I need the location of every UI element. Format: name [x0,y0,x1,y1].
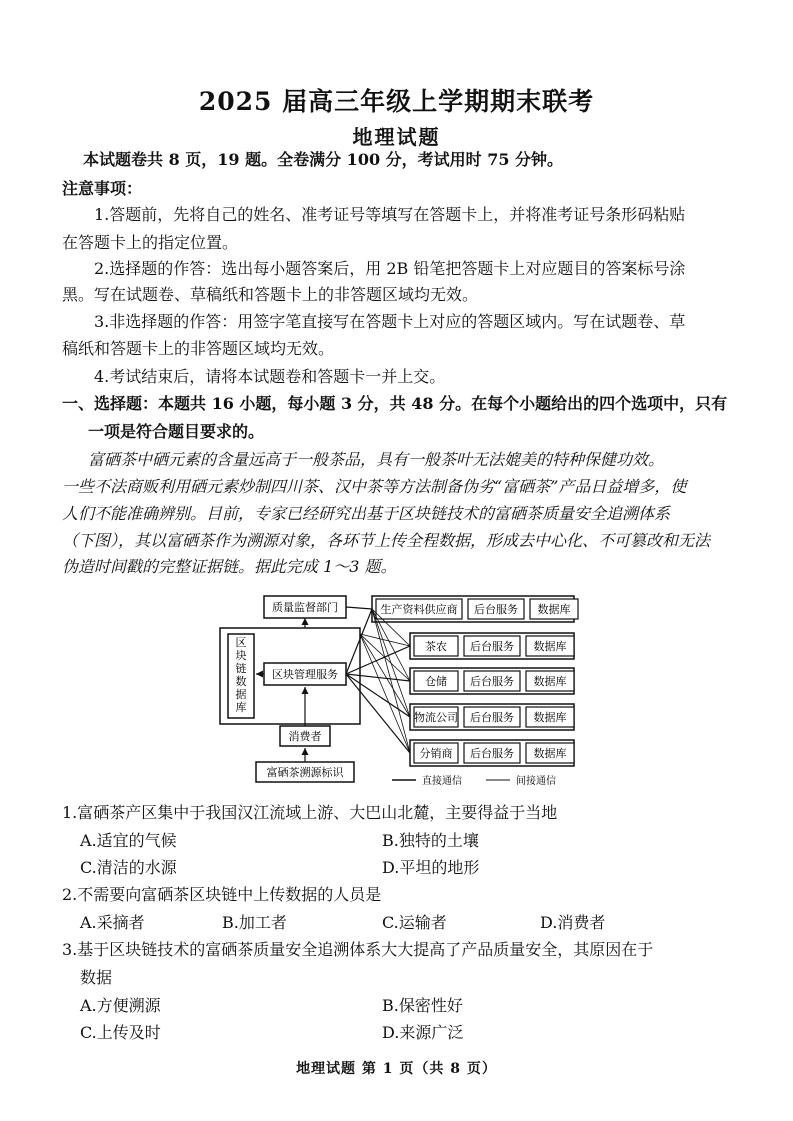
indirect-link-3 [372,609,410,753]
regulator-label: 质量监督部门 [272,601,338,614]
note-1-line-2: 在答题卡上的指定位置。 [62,233,239,252]
note-2-line-2: 黑。写在试题卷、草稿纸和答题卡上的非答题区域均无效。 [62,285,479,304]
exam-title: 2025 届高三年级上学期期末联考 [198,87,595,116]
notes-heading: 注意事项： [62,179,143,198]
note-3-line-2: 稿纸和答题卡上的非答题区域均无效。 [62,339,335,358]
row-svc-4: 后台服务 [470,747,514,760]
regulator-link [346,607,372,609]
legend-direct: 直接通信 [422,776,462,787]
row-name-3: 物流公司 [414,711,458,724]
row-name-1: 茶农 [425,640,447,653]
blockchain-db-label: 区块链数据库 [235,636,247,714]
direct-link-4 [346,674,410,753]
q2-option-b: B.加工者 [222,913,287,932]
passage-line-4: （下图），其以富硒茶作为溯源对象，各环节上传全程数据，形成去中心化、不可篡改和无法 [62,531,711,550]
note-4: 4.考试结束后，请将本试题卷和答题卡一并上交。 [94,367,446,386]
row-db-0: 数据库 [537,603,571,616]
q2-option-d: D.消费者 [540,913,606,932]
legend-indirect: 间接通信 [516,776,556,787]
row-name-0: 生产资料供应商 [380,603,458,616]
q3-option-a: A.方便溯源 [80,996,161,1015]
indirect-link-b-3 [360,634,410,753]
q1-option-b: B.独特的土壤 [382,831,479,850]
question-1-stem: 1.富硒茶产区集中于我国汉江流域上游、大巴山北麓，主要得益于当地 [62,803,558,822]
row-name-4: 分销商 [419,747,453,760]
question-3-stem: 3.基于区块链技术的富硒茶质量安全追溯体系大大提高了产品质量安全，其原因在于 [62,940,654,959]
section-1-instructions-line-1: 一、选择题：本题共 16 小题，每小题 3 分，共 48 分。在每个小题给出的四个选项中，只有 [62,394,728,413]
q3-option-c: C.上传及时 [80,1023,161,1042]
q2-option-a: A.采摘者 [80,913,145,932]
row-svc-0: 后台服务 [474,603,518,616]
note-1-line-1: 1.答题前，先将自己的姓名、准考证号等填写在答题卡上，并将准考证号条形码粘贴 [94,205,686,224]
row-svc-2: 后台服务 [470,675,514,688]
q1-option-d: D.平坦的地形 [382,858,480,877]
q1-option-a: A.适宜的气候 [80,831,177,850]
exam-info: 本试题卷共 8 页，19 题。全卷满分 100 分，考试用时 75 分钟。 [83,150,564,169]
row-db-1: 数据库 [533,640,567,653]
q2-option-c: C.运输者 [382,913,447,932]
page-footer: 地理试题 第 1 页（共 8 页） [296,1061,497,1077]
note-2-line-1: 2.选择题的作答：选出每小题答案后，用 2B 铅笔把答题卡上对应题目的答案标号涂 [94,259,686,278]
row-db-2: 数据库 [533,675,567,688]
passage-line-5: 伪造时间戳的完整证据链。据此完成 1～3 题。 [62,557,397,576]
trace-label-text: 富硒茶溯源标识 [266,766,344,779]
q3-option-b: B.保密性好 [382,996,463,1015]
section-1-instructions-line-2: 一项是符合题目要求的。 [88,422,265,441]
passage-line-2: 一些不法商贩利用硒元素炒制四川茶、汉中茶等方法制备伪劣“富硒茶”产品日益增多，使 [62,477,687,496]
passage-line-1: 富硒茶中硒元素的含量远高于一般茶品，具有一般茶叶无法媲美的特种保健功效。 [88,450,665,469]
question-2-stem: 2.不需要向富硒茶区块链中上传数据的人员是 [62,885,382,904]
question-3-stem-cont: 数据 [80,968,113,987]
row-svc-3: 后台服务 [470,711,514,724]
q1-option-c: C.清洁的水源 [80,858,177,877]
consumer-label: 消费者 [288,730,322,743]
row-db-4: 数据库 [533,747,567,760]
row-name-2: 仓储 [425,675,447,688]
row-db-3: 数据库 [533,711,567,724]
passage-line-3: 人们不能准确辨别。目前，专家已经研究出基于区块链技术的富硒茶质量安全追溯体系 [62,504,671,523]
note-3-line-1: 3.非选择题的作答：用签字笔直接写在答题卡上对应的答题区域内。写在试题卷、草 [94,312,686,331]
traceability-diagram [0,588,793,808]
block-service-label: 区块管理服务 [272,668,338,681]
q3-option-d: D.来源广泛 [382,1023,464,1042]
indirect-link-b-0 [360,634,410,646]
exam-subtitle: 地理试题 [352,125,441,149]
row-svc-1: 后台服务 [470,640,514,653]
